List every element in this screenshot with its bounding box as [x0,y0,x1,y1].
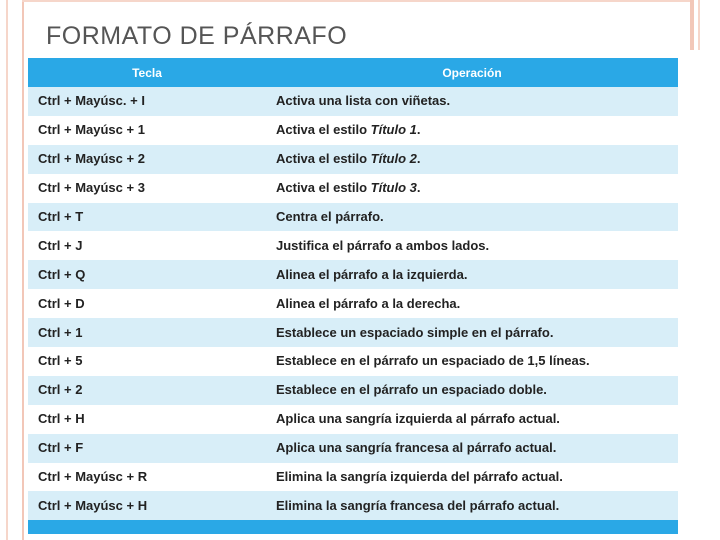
shortcut-key: Ctrl + 1 [38,324,83,340]
table-row [28,116,678,145]
shortcut-operation: Aplica una sangría izquierda al párrafo actual. [276,411,560,427]
table-header-row [28,58,678,87]
style-name: Título 3 [370,180,417,196]
style-name: Título 1 [370,122,417,138]
shortcut-key: Ctrl + Mayúsc + 3 [38,180,145,196]
shortcut-operation [266,116,678,145]
slide-frame-right [690,0,694,50]
page-title: FORMATO DE PÁRRAFO [46,22,348,50]
table-row [28,231,678,260]
table-row [28,145,678,174]
table-row [28,376,678,405]
shortcut-key: Ctrl + 5 [38,353,83,369]
operation-text: Activa el estilo [276,180,371,196]
shortcut-key: Ctrl + F [38,440,84,456]
table-row [28,463,678,492]
shortcut-key: Ctrl + Q [38,266,86,282]
shortcut-key: Ctrl + Mayúsc + R [38,469,148,485]
operation-text-end: . [416,180,421,196]
slide-frame-left [0,0,24,540]
shortcut-key: Ctrl + Mayúsc + 2 [38,151,145,167]
operation-text: Activa el estilo [276,151,371,167]
table-row [28,260,678,289]
table-row [28,203,678,232]
column-header-operation: Operación [266,58,678,87]
shortcut-table-container [28,58,678,534]
operation-text-end: . [416,122,421,138]
shortcut-operation: Alinea el párrafo a la derecha. [276,295,461,311]
style-name: Título 2 [370,151,417,167]
table-row [28,87,678,116]
shortcut-operation [266,145,678,174]
shortcut-key: Ctrl + Mayúsc. + I [38,93,145,109]
table-row [28,491,678,520]
shortcut-table [28,58,678,520]
column-header-key: Tecla [28,58,266,87]
slide-frame-top [22,0,690,2]
shortcut-operation: Establece en el párrafo un espaciado de 1,5 líneas. [276,353,590,369]
shortcut-operation [266,174,678,203]
shortcut-key: Ctrl + Mayúsc + H [38,497,148,513]
operation-text-end: . [416,151,421,167]
shortcut-operation: Alinea el párrafo a la izquierda. [276,266,468,282]
shortcut-operation: Centra el párrafo. [276,209,384,224]
operation-text: Activa el estilo [276,122,371,138]
table-row [28,405,678,434]
shortcut-operation: Establece en el párrafo un espaciado doble. [276,382,547,398]
table-row [28,318,678,347]
table-row [28,289,678,318]
shortcut-key: Ctrl + H [38,411,85,427]
shortcut-operation: Elimina la sangría izquierda del párrafo actual. [276,469,563,485]
shortcut-operation: Justifica el párrafo a ambos lados. [276,237,490,253]
shortcut-operation: Aplica una sangría francesa al párrafo actual. [276,440,557,456]
shortcut-operation: Establece un espaciado simple en el párrafo. [276,324,554,340]
shortcut-key: Ctrl + T [38,209,84,224]
shortcut-operation: Activa una lista con viñetas. [276,93,451,109]
shortcut-operation: Elimina la sangría francesa del párrafo actual. [276,497,560,513]
shortcut-key: Ctrl + Mayúsc + 1 [38,122,145,138]
table-row [28,347,678,376]
shortcut-key: Ctrl + J [38,237,83,253]
table-row [28,174,678,203]
shortcut-key: Ctrl + D [38,295,85,311]
table-row [28,434,678,463]
shortcut-key: Ctrl + 2 [38,382,83,398]
